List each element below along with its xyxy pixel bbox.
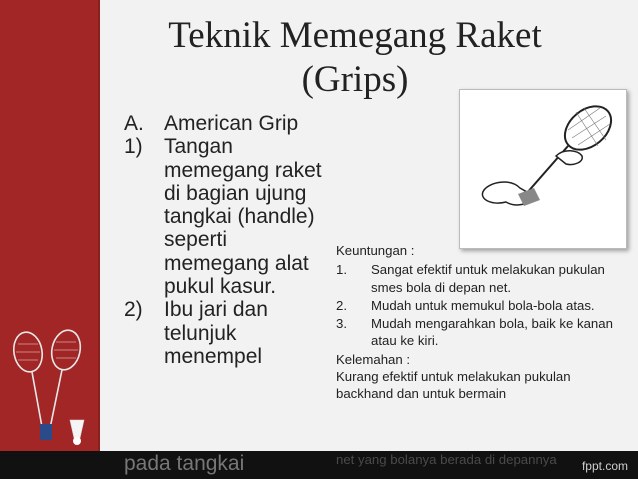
kelemahan-text: Kurang efektif untuk melakukan pukulan backhand dan untuk bermain <box>336 369 571 402</box>
advantage-text: Mudah mengarahkan bola, baik ke kanan atau ke kiri. <box>371 316 613 349</box>
kelemahan-label: Kelemahan : <box>336 351 411 367</box>
advantage-item <box>336 297 626 314</box>
list-item-1 <box>124 135 329 298</box>
heading-text: American Grip <box>164 112 299 135</box>
advantage-text: Sangat efektif untuk melakukan pukulan smes bola di depan net. <box>371 262 605 295</box>
keuntungan-label: Keuntungan : <box>336 243 415 258</box>
advantage-item <box>336 261 626 296</box>
item-1-number: 1) <box>124 135 143 159</box>
item-2-number: 2) <box>124 298 143 322</box>
advantage-number: 1. <box>336 262 347 278</box>
item-2-text: Ibu jari dan telunjuk menempel <box>164 298 268 368</box>
advantage-text: Mudah untuk memukul bola-bola atas. <box>371 297 595 313</box>
title-line-1: Teknik Memegang Raket <box>168 15 542 56</box>
heading-number: A. <box>124 112 144 135</box>
title-line-2: (Grips) <box>301 59 409 100</box>
grip-illustration <box>459 89 627 249</box>
list-item-2 <box>124 298 329 368</box>
advantage-number: 3. <box>336 316 347 332</box>
advantage-number: 2. <box>336 297 347 313</box>
item-1-text: Tangan memegang raket di bagian ujung tangkai (handle) seperti memegang alat pukul kasur. <box>164 135 322 299</box>
cut-off-left-text: pada tangkai <box>124 452 245 475</box>
advantage-item <box>336 315 626 350</box>
cut-off-right-text: net yang bolanya berada di depannya <box>336 452 557 467</box>
left-text-block <box>124 112 329 368</box>
footer-brand: fppt.com <box>581 459 628 473</box>
badminton-rackets-icon <box>0 320 100 460</box>
heading-row <box>124 112 329 135</box>
right-text-block <box>336 242 626 403</box>
hand-holding-racket-icon <box>460 90 626 248</box>
